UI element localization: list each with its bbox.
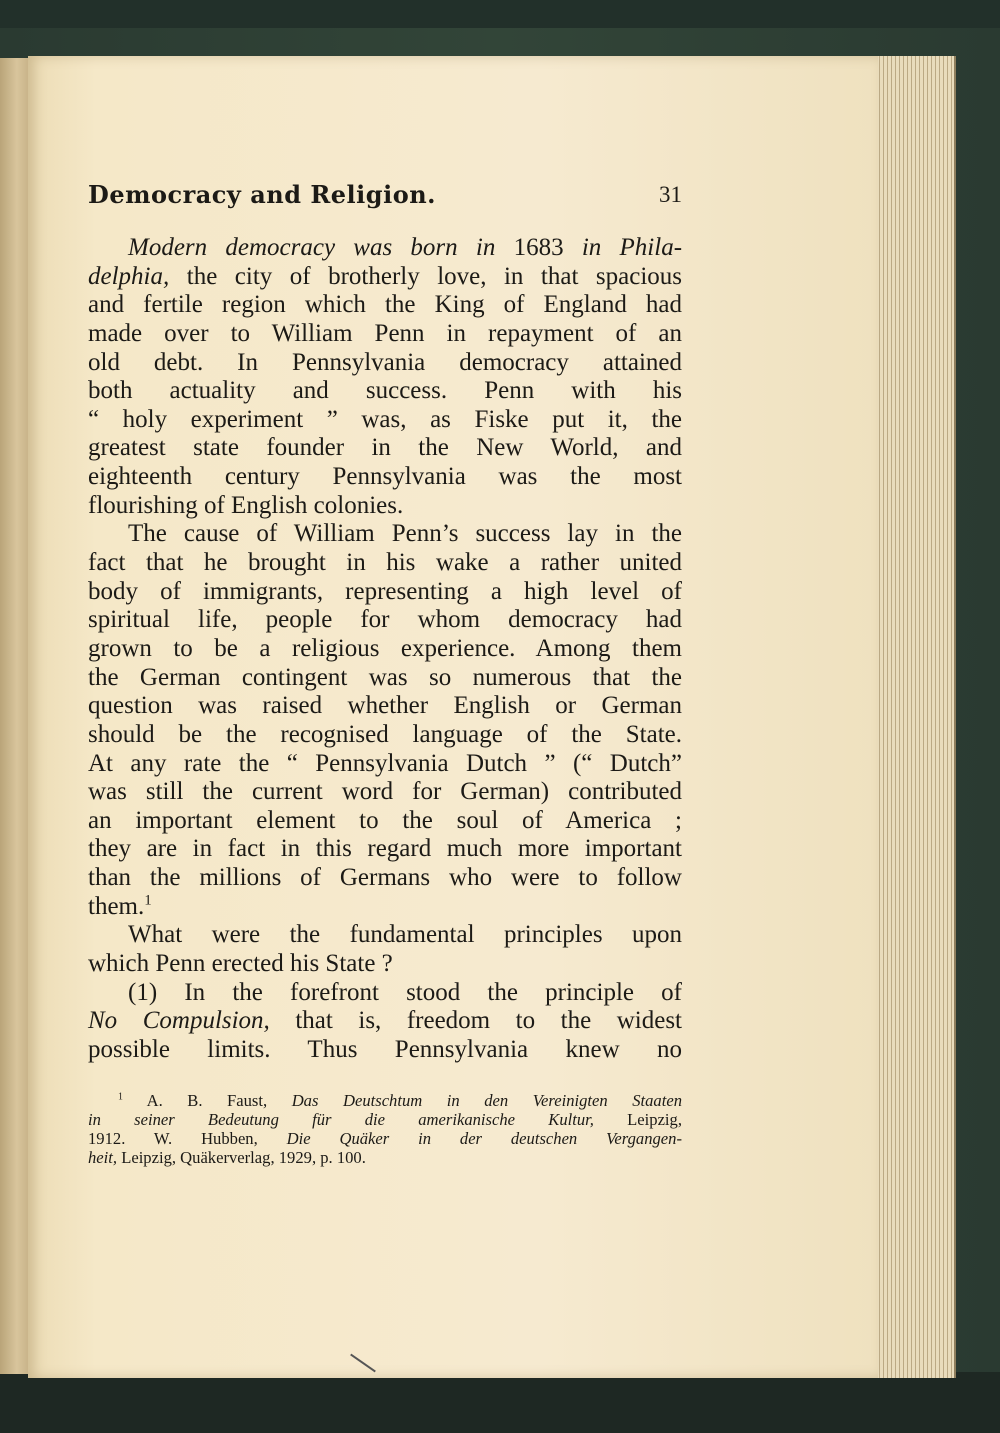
text-line: greatest state founder in the New World, and <box>88 434 682 462</box>
text-span: Leipzig, Quäkerverlag, 1929, p. 100. <box>121 1148 366 1167</box>
running-head: Democracy and Religion. <box>88 180 437 209</box>
italic-phrase: delphia, <box>88 262 170 290</box>
footnote-marker: 1 <box>144 892 152 909</box>
text-line <box>88 893 682 922</box>
text-span: 1912. W. Hubben, <box>88 1129 258 1148</box>
footnote-number: 1 <box>118 1091 123 1103</box>
text-line: (1) In the forefront stood the principle of <box>128 978 682 1006</box>
text-line: they are in fact in this regard much more important <box>88 835 682 863</box>
text-line: which Penn erected his State ? <box>88 950 393 978</box>
text-line: eighteenth century Pennsylvania was the most <box>88 463 682 491</box>
text-line: should be the recognised language of the State. <box>88 720 682 748</box>
text-line: the German contingent was so numerous that the <box>88 663 682 691</box>
page-number: 31 <box>659 182 682 207</box>
text-line: was still the current word for German) contributed <box>88 778 682 806</box>
text-line: flourishing of English colonies. <box>88 491 404 519</box>
italic-title: heit, <box>88 1148 118 1167</box>
italic-title: Das Deutschtum in den Vereinigten Staaten <box>291 1091 682 1110</box>
text-line: The cause of William Penn’s success lay in the <box>128 520 682 548</box>
footnote-line <box>88 1110 682 1129</box>
italic-title: in seiner Bedeutung für die amerikanische Kultur, <box>88 1110 594 1129</box>
text-line: both actuality and success. Penn with his <box>88 377 682 405</box>
footnote-line <box>88 1148 682 1167</box>
text-line: an important element to the soul of America ; <box>88 806 682 834</box>
text-span: Leipzig, <box>627 1110 682 1129</box>
main-text <box>88 234 682 1065</box>
text-line: fact that he brought in his wake a rather united <box>88 549 682 577</box>
text-line: At any rate the “ Pennsylvania Dutch ” (“ Dutch” <box>88 749 682 777</box>
footnote <box>88 1091 682 1167</box>
italic-phrase: Modern democracy was born in <box>128 234 496 261</box>
footnote-line <box>88 1091 682 1110</box>
text-line: made over to William Penn in repayment of an <box>88 319 682 347</box>
footnote-line <box>88 1129 682 1148</box>
text-line: possible limits. Thus Pennsylvania knew no <box>88 1035 682 1063</box>
year: 1683 <box>513 234 564 261</box>
text-line <box>88 263 682 292</box>
text-line: and fertile region which the King of England had <box>88 291 682 319</box>
italic-phrase: No Compulsion, <box>88 1007 270 1035</box>
text-line <box>88 234 682 263</box>
text-line: old debt. In Pennsylvania democracy attained <box>88 348 682 376</box>
gutter-edge <box>0 58 28 1374</box>
page-fore-edges <box>872 56 956 1378</box>
text-span: the city of brotherly love, in that spacious <box>186 262 682 290</box>
text-span: A. B. Faust, <box>146 1091 268 1110</box>
text-line: spiritual life, people for whom democracy had <box>88 606 682 634</box>
text-span: them. <box>88 892 145 920</box>
text-line: grown to be a religious experience. Among them <box>88 634 682 662</box>
text-span: that is, freedom to the widest <box>295 1007 682 1035</box>
text-line: than the millions of Germans who were to follow <box>88 864 682 892</box>
cover-bottom-edge <box>0 1372 1000 1433</box>
text-line <box>88 1007 682 1036</box>
italic-phrase: in Phila- <box>581 234 683 261</box>
text-line: question was raised whether English or German <box>88 692 682 720</box>
text-line: “ holy experiment ” was, as Fiske put it, the <box>88 405 682 433</box>
text-line: body of immigrants, representing a high level of <box>88 577 682 605</box>
page-header <box>88 180 682 216</box>
italic-title: Die Quäker in der deutschen Vergangen- <box>286 1129 682 1148</box>
text-line: What were the fundamental principles upon <box>128 921 682 949</box>
